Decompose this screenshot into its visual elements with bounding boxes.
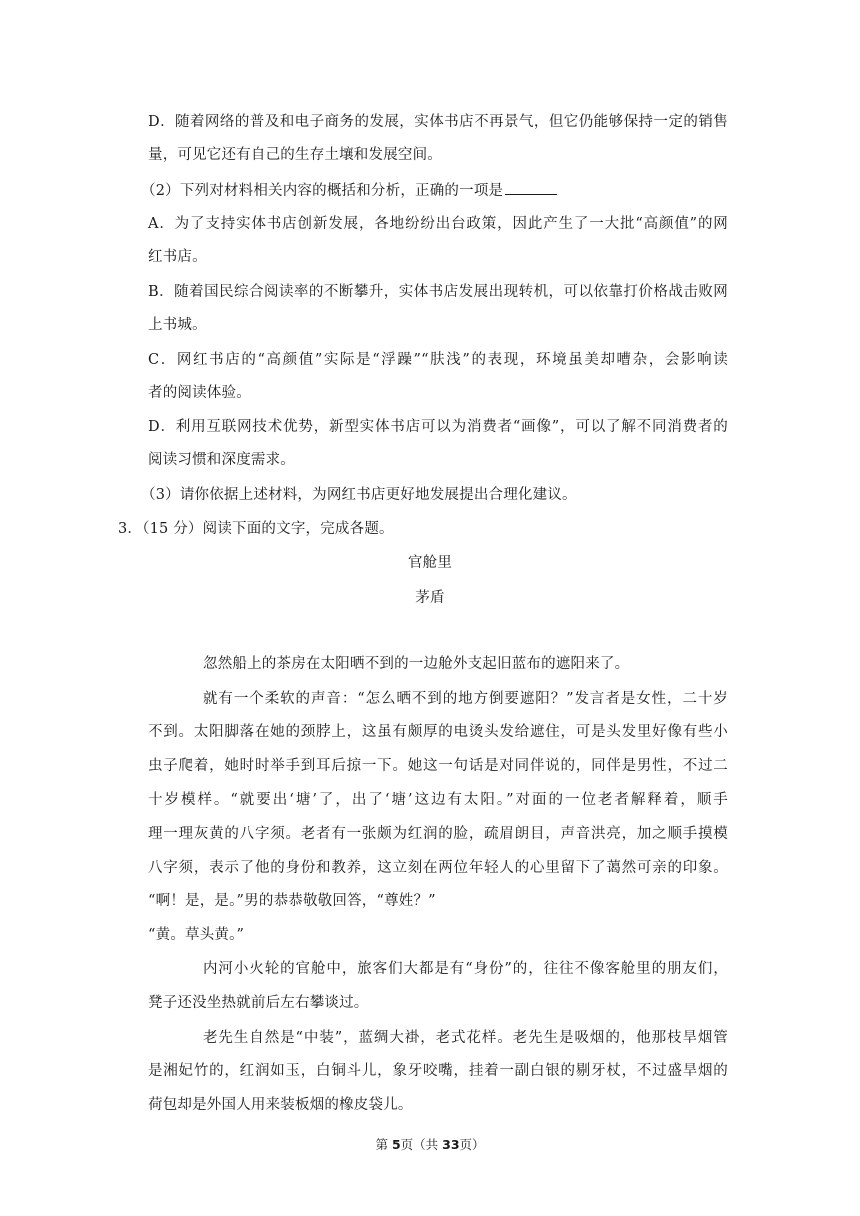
option-b-line-2: 上书城。: [148, 317, 207, 333]
paragraph-6-line-1: 老先生自然是“中装”，蓝绸大褂，老式花样。老先生是吸烟的，他那枝旱烟管: [203, 1030, 728, 1046]
paragraph-2-line-4: 十岁模样。“就要出‘塘’了，出了‘塘’这边有太阳。”对面的一位老者解释着，顺手: [148, 792, 728, 808]
page-footer: [0, 1136, 860, 1154]
paragraph-2-line-3: 虫子爬着，她时时举手到耳后掠一下。她这一句话是对同伴说的，同伴是男性，不过二: [148, 758, 728, 774]
option-c-line-1: C．网红书店的“高颜值”实际是“浮躁”“肤浅”的表现，环境虽美却嘈杂，会影响读: [148, 352, 728, 368]
story-title: 官舱里: [407, 555, 453, 571]
footer-suffix: 页）: [459, 1137, 485, 1152]
option-c-line-2: 者的阅读体验。: [148, 385, 251, 401]
footer-total-pages: 33: [442, 1137, 460, 1152]
paragraph-2-line-2: 不到。太阳脚落在她的颈脖上，这虽有颇厚的电烫头发给遮住，可是头发里好像有些小: [148, 724, 728, 740]
footer-middle: 页（共: [400, 1137, 443, 1152]
paragraph-5-line-2: 凳子还没坐热就前后左右攀谈过。: [148, 995, 369, 1011]
paragraph-6-line-2: 是湘妃竹的，红润如玉，白铜斗儿，象牙咬嘴，挂着一副白银的剔牙杖，不过盛旱烟的: [148, 1063, 728, 1079]
option-a-line-2: 红书店。: [148, 249, 207, 265]
paragraph-1: 忽然船上的茶房在太阳晒不到的一边舱外支起旧蓝布的遮阳来了。: [203, 656, 630, 672]
paragraph-4: “黄。草头黄。”: [148, 927, 245, 943]
question-3-header: 3．（15 分）阅读下面的文字，完成各题。: [118, 521, 394, 537]
option-d-line-1: D．利用互联网技术优势，新型实体书店可以为消费者“画像”，可以了解不同消费者的: [148, 419, 728, 435]
story-author: 茅盾: [415, 590, 445, 606]
option-d-previous-line-2: 量，可见它还有自己的生存土壤和发展空间。: [148, 147, 442, 163]
option-b-line-1: B．随着国民综合阅读率的不断攀升，实体书店发展出现转机，可以依靠打价格战击败网: [148, 284, 728, 300]
option-a-line-1: A．为了支持实体书店创新发展，各地纷纷出台政策，因此产生了一大批“高颜值”的网: [148, 216, 728, 232]
sub-question-2-prompt: [141, 180, 557, 201]
sub-question-2-text: （2）下列对材料相关内容的概括和分析，正确的一项是: [141, 183, 504, 199]
sub-question-3-prompt: （3）请你依据上述材料，为网红书店更好地发展提出合理化建议。: [141, 487, 577, 503]
footer-page-number: 5: [391, 1137, 401, 1152]
paragraph-6-line-3: 荷包却是外国人用来装板烟的橡皮袋儿。: [148, 1097, 413, 1113]
paragraph-3: “啊！是，是。”男的恭恭敬敬回答，“尊姓？”: [148, 893, 436, 909]
footer-prefix: 第: [375, 1137, 392, 1152]
paragraph-2-line-1: 就有一个柔软的声音：“怎么晒不到的地方倒要遮阳？”发言者是女性，二十岁: [203, 691, 728, 707]
option-d-line-2: 阅读习惯和深度需求。: [148, 452, 295, 468]
option-d-previous-line-1: D．随着网络的普及和电子商务的发展，实体书店不再景气，但它仍能够保持一定的销售: [148, 114, 728, 130]
paragraph-2-line-5: 理一理灰黄的八字须。老者有一张颇为红润的脸，疏眉朗目，声音洪亮，加之顺手摸模: [148, 826, 728, 842]
answer-blank: [505, 180, 557, 195]
paragraph-2-line-6: 八字须，表示了他的身份和教养，这立刻在两位年轻人的心里留下了蔼然可亲的印象。: [148, 860, 728, 876]
paragraph-5-line-1: 内河小火轮的官舱中，旅客们大都是有“身份”的，往往不像客舱里的朋友们，: [203, 961, 728, 977]
